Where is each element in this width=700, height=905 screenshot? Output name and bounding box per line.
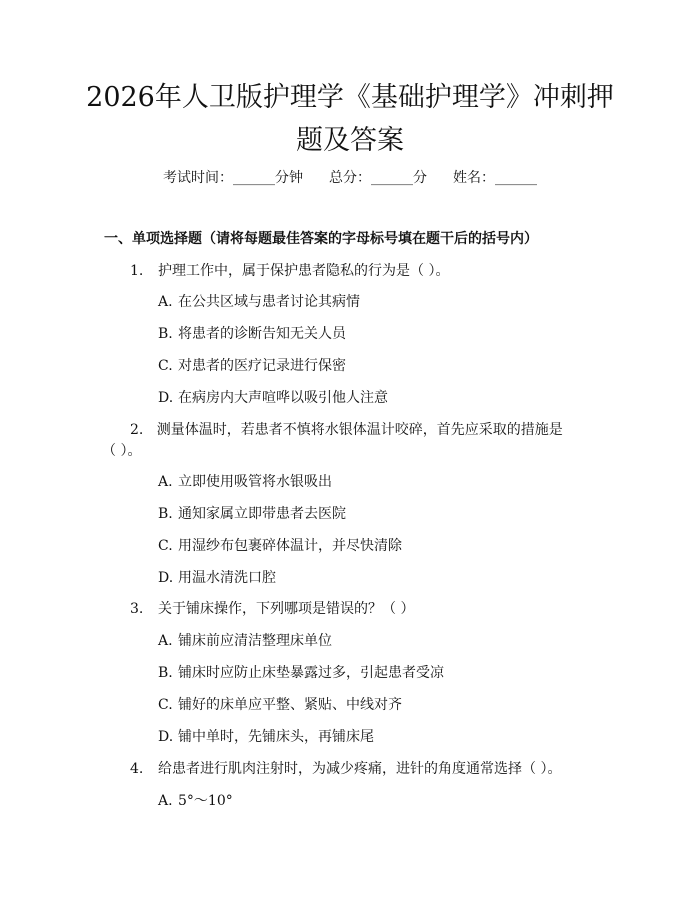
option-key: D. <box>158 729 174 745</box>
question-2-option-d <box>158 568 276 588</box>
question-text: 关于铺床操作，下列哪项是错误的？（ ） <box>158 601 415 617</box>
option-text: 用湿纱布包裹碎体温计，并尽快清除 <box>178 538 402 554</box>
option-key: B. <box>158 326 173 342</box>
option-text: 在公共区域与患者讨论其病情 <box>178 294 360 310</box>
question-text: 给患者进行肌肉注射时，为减少疼痛，进针的角度通常选择（ ）。 <box>158 761 562 777</box>
question-4-option-a <box>158 791 233 811</box>
question-4 <box>130 759 561 779</box>
question-3-option-b <box>158 663 444 683</box>
question-1-option-d <box>158 388 388 408</box>
option-key: A. <box>158 474 173 490</box>
question-text: 护理工作中，属于保护患者隐私的行为是（ ）。 <box>158 263 450 279</box>
question-number: 4. <box>130 761 144 777</box>
option-key: B. <box>158 665 173 681</box>
option-key: D. <box>158 390 174 406</box>
option-key: C. <box>158 538 173 554</box>
option-text: 通知家属立即带患者去医院 <box>178 506 346 522</box>
question-1-option-c <box>158 356 346 376</box>
question-1-option-b <box>158 324 346 344</box>
total-score-field: 总分：______分 <box>329 170 427 186</box>
question-1-option-a <box>158 292 360 312</box>
exam-info-line <box>0 168 700 188</box>
option-key: A. <box>158 793 173 809</box>
question-number: 1. <box>130 263 144 279</box>
option-text: 在病房内大声喧哗以吸引他人注意 <box>178 390 388 406</box>
option-text: 铺床前应清洁整理床单位 <box>178 633 332 649</box>
question-2-option-b <box>158 504 346 524</box>
option-text: 5°～10° <box>178 793 233 809</box>
question-2 <box>102 420 567 462</box>
option-text: 铺好的床单应平整、紧贴、中线对齐 <box>178 697 402 713</box>
option-text: 铺床时应防止床垫暴露过多，引起患者受凉 <box>178 665 444 681</box>
option-key: C. <box>158 358 173 374</box>
option-key: D. <box>158 570 174 586</box>
option-text: 铺中单时，先铺床头，再铺床尾 <box>178 729 374 745</box>
option-text: 将患者的诊断告知无关人员 <box>178 326 346 342</box>
option-text: 用温水清洗口腔 <box>178 570 276 586</box>
question-text: 测量体温时，若患者不慎将水银体温计咬碎，首先应采取的措施是（ ）。 <box>102 422 563 459</box>
name-field: 姓名：______ <box>453 170 537 186</box>
question-3-option-a <box>158 631 332 651</box>
question-3-option-c <box>158 695 402 715</box>
question-2-option-a <box>158 472 332 492</box>
question-3 <box>130 599 414 619</box>
option-key: A. <box>158 294 173 310</box>
document-title: 2026年人卫版护理学《基础护理学》冲刺押题及答案 <box>86 82 614 156</box>
question-2-option-c <box>158 536 402 556</box>
question-3-option-d <box>158 727 374 747</box>
question-number: 2. <box>130 422 144 438</box>
exam-time-field: 考试时间：______分钟 <box>163 170 303 186</box>
question-number: 3. <box>130 601 144 617</box>
option-text: 对患者的医疗记录进行保密 <box>178 358 346 374</box>
option-key: A. <box>158 633 173 649</box>
option-key: B. <box>158 506 173 522</box>
section-title: 一、单项选择题（请将每题最佳答案的字母标号填在题干后的括号内） <box>104 231 538 247</box>
question-1 <box>130 261 449 281</box>
option-key: C. <box>158 697 173 713</box>
option-text: 立即使用吸管将水银吸出 <box>178 474 332 490</box>
